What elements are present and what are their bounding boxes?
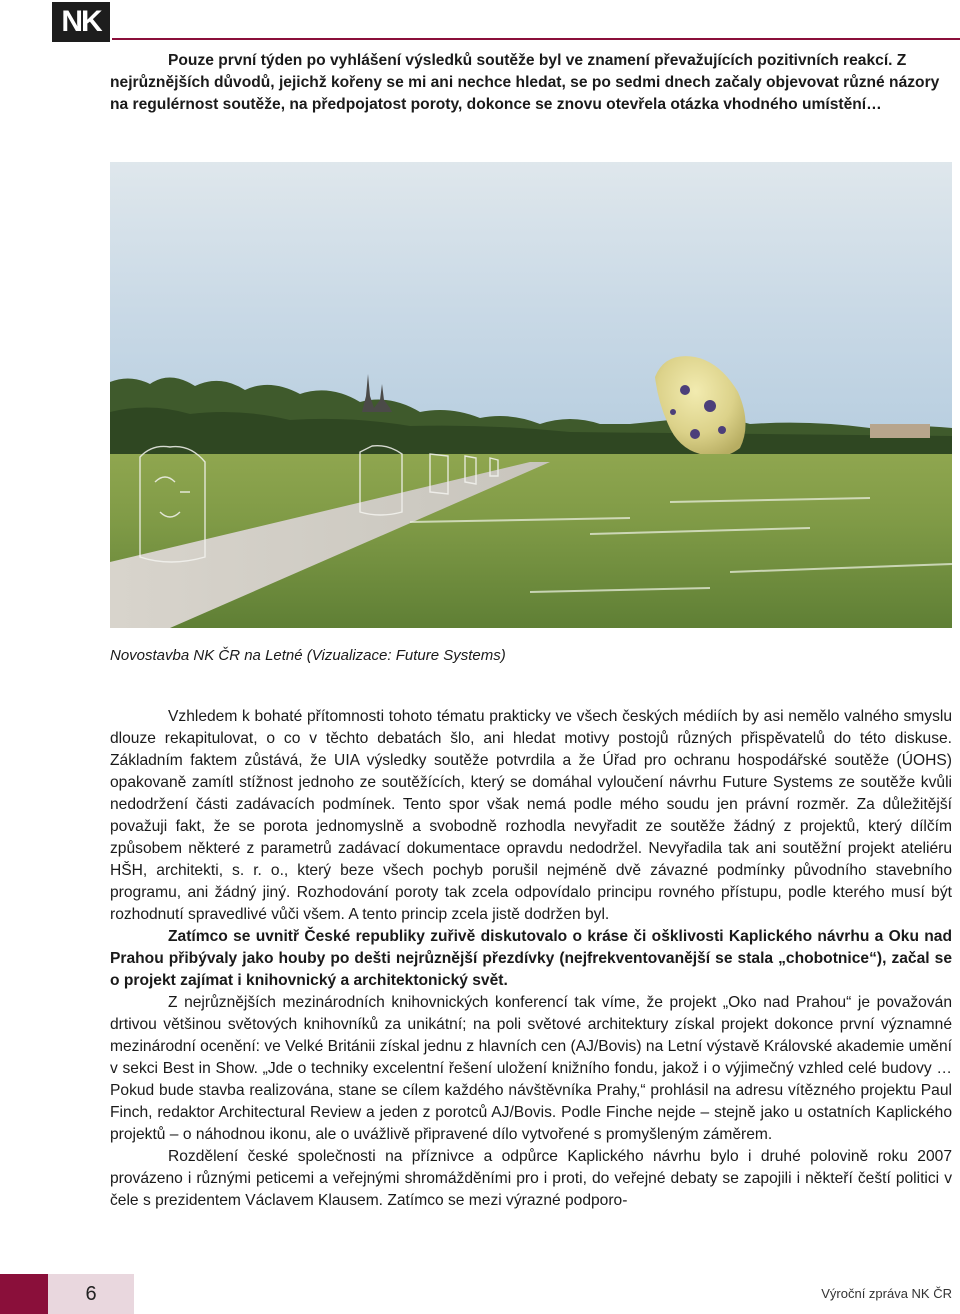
intro-paragraph [110,50,952,116]
library-visualization-photo [110,162,952,628]
page-number: 6 [48,1274,134,1314]
distant-buildings [870,424,930,438]
body-paragraph: Vzhledem k bohaté přítomnosti tohoto tématu prakticky ve všech českých médiích by asi nemělo valného smyslu dlouze rekapitulovat, o co v těchto debatách šlo, ani hledat motivy postojů různých přispěvatelů do této diskuse. Základním faktem zůstává, že UIA výsledky soutěže potvrdila a že Úřad pro ochranu hospodářské soutěže (ÚOHS) opakovaně zamítl stížnost jednoho ze soutěžících, který se domáhal vyloučení návrhu Future Systems ze soutěže kvůli nedodržení části zadávacích podmínek. Tento spor však nemá podle mého soudu jen právní rozměr. Za důležitější považuji fakt, že se porota jednomyslně a svobodně rozhodla nevyřadit ze soutěže žádný z projektů, který dílčím způsobem některé z parametrů zadávací dokumentace opravdu nedodržel. Nevyřadila tak ani soutěžní projekt ateliéru HŠH, architekti, s. r. o., který beze všech pochyb porušil nejméně dvě závazné podmínky původního stavebního programu, ani žádný jiný. Rozhodování poroty tak zcela odpovídalo principu rovného přístupu, podle kterého musí být rozhodnutí spravedlivé vůči všem. A tento princip zcela jistě dodržen byl. [110,708,952,923]
body-text [110,706,952,1212]
body-paragraph: Rozdělení české společnosti na příznivce a odpůrce Kaplického návrhu bylo i druhé polovině roku 2007 provázeno i různými peticemi a veřejnými shromážděními pro i proti, do veřejné debaty se zapojili i někteří čeští politici v čele s prezidentem Václavem Klausem. Zatímco se mezi výrazné podporo- [110,1148,952,1209]
nk-logo: NK [52,2,110,42]
footer-report-title: Výroční zpráva NK ČR [821,1286,952,1301]
body-paragraph-bold: Zatímco se uvnitř České republiky zuřivě diskutovalo o kráse či ošklivosti Kaplického návrhu a Oku nad Prahou přibývaly jako houby po dešti nejrůznější přezdívky (nejfrekventovanější se stala „chobotnice“), začal se o projekt zajímat i knihovnický a architektonický svět. [110,928,952,989]
intro-text: Pouze první týden po vyhlášení výsledků soutěže byl ve znamení převažujících pozitivních reakcí. Z nejrůznějších důvodů, jejichž kořeny se mi ani nechce hledat, se po sedmi dnech začaly objevovat různé názory na regulérnost soutěže, na předpojatost poroty, dokonce se znovu otevřela otázka vhodného umístění… [110,52,940,113]
body-paragraph: Z nejrůznějších mezinárodních knihovnických konferencí tak víme, že projekt „Oko nad Prahou“ je považován drtivou většinou světových knihovníků za unikátní; na poli světové architektury získal projekt dokonce první významné mezinárodní ocenění: ve Velké Británii získal jednu z hlavních cen (AJ/Bovis) na Letní výstavě Královské akademie umění v sekci Best in Show. „Jde o techniky excelentní řešení uložení knižního fondu, jakož i o výjimečný vzhled celé budovy … Pokud bude stavba realizována, stane se cílem každého návštěvníka Prahy,“ prohlásil na adresu vítězného projektu Paul Finch, redaktor Architectural Review a jeden z porotců AJ/Bovis. Podle Finche nejde – stejně jako u ostatních Kaplického projektů – o náhodnou ikonu, ale o uvážlivě připravené dílo vytvořené s promyšleným záměrem. [110,994,952,1143]
page-tab-accent [0,1274,48,1314]
photo-caption: Novostavba NK ČR na Letné (Vizualizace: Future Systems) [110,647,506,664]
header-rule [112,38,960,40]
